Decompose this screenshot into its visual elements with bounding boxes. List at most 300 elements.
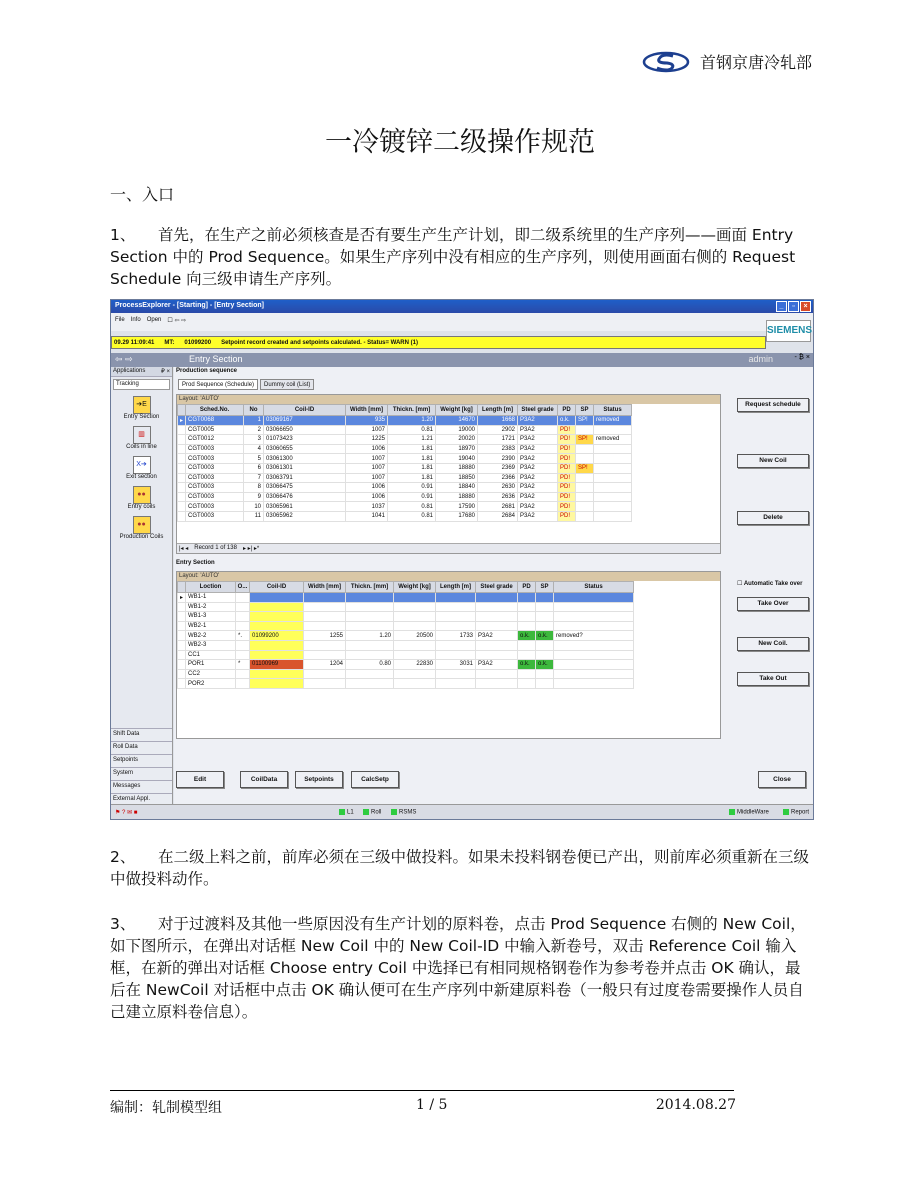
applications-panel — [111, 367, 173, 806]
table-cell: 03066650 — [264, 425, 346, 435]
table-cell: CGT0003 — [186, 492, 244, 502]
setpoints-tab[interactable]: Setpoints — [111, 754, 172, 767]
paragraph-number: 1、 — [110, 226, 136, 244]
table-cell — [346, 650, 394, 660]
coils-icon: ▥ — [133, 426, 151, 444]
table-cell: 18840 — [436, 483, 478, 493]
process-explorer-screenshot — [110, 299, 814, 820]
table-cell — [304, 621, 346, 631]
table-cell: 4 — [244, 444, 264, 454]
table-cell — [554, 621, 634, 631]
table-cell: 6 — [244, 463, 264, 473]
table-cell: 1007 — [346, 425, 388, 435]
table-cell: P3A2 — [518, 444, 558, 454]
table-cell: 7 — [244, 473, 264, 483]
table-cell — [576, 483, 594, 493]
table-cell — [236, 593, 250, 603]
column-header[interactable]: Steel grade — [518, 405, 558, 416]
table-cell: CGT0012 — [186, 435, 244, 445]
table-cell — [554, 593, 634, 603]
table-cell: 2 — [244, 425, 264, 435]
siemens-logo: SIEMENS — [766, 320, 811, 342]
column-header[interactable]: Length [m] — [478, 405, 518, 416]
paragraph-2 — [110, 846, 814, 890]
table-row[interactable] — [178, 612, 634, 622]
column-header[interactable]: Loction — [186, 582, 236, 593]
table-cell — [476, 679, 518, 689]
table-cell — [554, 640, 634, 650]
app-statusbar — [111, 804, 813, 819]
paragraph-1 — [110, 224, 814, 290]
paragraph-number: 3、 — [110, 915, 136, 933]
table-cell — [394, 612, 436, 622]
table-row[interactable] — [178, 679, 634, 689]
table-cell: PD! — [558, 463, 576, 473]
table-cell: PD! — [558, 502, 576, 512]
paragraph-text: 对于过渡料及其他一些原因没有生产计划的原料卷，点击 Prod Sequence 右侧的 New Coil，如下图所示，在弹出对话框 New Coil 中的 New Coil-ID 中输入新卷号，双击 Reference Coil 输入框，在新的弹出对话框 Choose entry Coil 中选择已有相同规格钢卷作为参考卷并点击 OK 确认，最后在 NewCoil 对话框中点击 OK 确认便可在生产序列中新建原料卷（一般只有过度卷需要操作人员自己建立原料卷信息）。 — [110, 915, 806, 1021]
table-row[interactable] — [178, 660, 634, 670]
table-cell — [436, 669, 476, 679]
column-header[interactable]: Coil-ID — [264, 405, 346, 416]
table-cell — [554, 650, 634, 660]
column-header[interactable]: Thickn. [mm] — [346, 582, 394, 593]
table-cell — [594, 511, 632, 521]
table-cell: 1.20 — [388, 416, 436, 426]
table-cell: 1006 — [346, 492, 388, 502]
table-cell: 01100969 — [250, 660, 304, 670]
table-row[interactable] — [178, 483, 632, 493]
table-cell: PD! — [558, 425, 576, 435]
table-cell — [594, 463, 632, 473]
prod-table — [177, 404, 632, 522]
entry-coils-icon: ●● — [133, 486, 151, 504]
status-icons[interactable]: ⚑ ? ✉ ■ — [115, 809, 138, 816]
entry-table — [177, 581, 634, 689]
close-icon[interactable]: × — [800, 301, 811, 312]
table-cell: 03060655 — [264, 444, 346, 454]
column-header[interactable]: Steel grade — [476, 582, 518, 593]
table-cell: PD! — [558, 483, 576, 493]
table-cell: SP! — [576, 416, 594, 426]
table-cell — [518, 593, 536, 603]
table-row[interactable] — [178, 463, 632, 473]
table-cell: 18880 — [436, 492, 478, 502]
table-cell: 01099200 — [250, 631, 304, 641]
table-row[interactable] — [178, 473, 632, 483]
table-row[interactable] — [178, 425, 632, 435]
column-header[interactable]: No — [244, 405, 264, 416]
column-header[interactable]: SP — [576, 405, 594, 416]
table-cell — [436, 621, 476, 631]
column-header[interactable]: Width [mm] — [346, 405, 388, 416]
led-icon — [339, 809, 345, 815]
column-header[interactable]: SP — [536, 582, 554, 593]
paragraph-text: 首先，在生产之前必须核查是否有要生产生产计划，即二级系统里的生产序列——画面 Entry Section 中的 Prod Sequence。如果生产序列中没有相应的生产序列，则使用画面右侧的 Request Schedule 向三级申请生产序列。 — [110, 226, 796, 288]
table-cell — [594, 473, 632, 483]
table-cell: 17590 — [436, 502, 478, 512]
table-cell — [536, 602, 554, 612]
tracking-tab[interactable]: Tracking — [113, 379, 170, 390]
table-cell: PD! — [558, 492, 576, 502]
close-button[interactable]: Close — [758, 771, 806, 788]
production-sequence-label: Production sequence — [176, 368, 238, 374]
led-icon — [783, 809, 789, 815]
request-schedule-button[interactable]: Request schedule — [737, 398, 809, 412]
table-cell — [576, 425, 594, 435]
table-cell: 2681 — [478, 502, 518, 512]
column-header[interactable]: Coil-ID — [250, 582, 304, 593]
prod-sequence-grid — [176, 394, 721, 554]
table-cell: WB1-2 — [186, 602, 236, 612]
table-row[interactable] — [178, 511, 632, 521]
message-bar — [111, 336, 766, 349]
external-appl-tab[interactable]: External Appl. — [111, 793, 172, 806]
entry-section-grid — [176, 571, 721, 739]
table-cell — [576, 502, 594, 512]
table-cell — [476, 650, 518, 660]
layout-label: Layout: 'AUTO' — [177, 572, 720, 581]
pager-arrows-icon[interactable]: |◂ ◂ — [179, 546, 189, 552]
table-cell — [236, 612, 250, 622]
table-cell — [394, 679, 436, 689]
take-out-button[interactable]: Take Out — [737, 672, 809, 686]
table-cell: WB1-3 — [186, 612, 236, 622]
page-header — [642, 50, 812, 73]
led-rsms: RSMS — [399, 809, 417, 816]
table-cell — [436, 640, 476, 650]
column-header[interactable]: Width [mm] — [304, 582, 346, 593]
table-cell: 1.81 — [388, 473, 436, 483]
nav-title: Entry Section — [189, 354, 243, 364]
table-cell: SP! — [576, 435, 594, 445]
auto-takeover-checkbox[interactable]: ☐ Automatic Take over — [737, 581, 803, 587]
column-header[interactable]: PD — [558, 405, 576, 416]
table-cell — [394, 640, 436, 650]
table-cell: o.k. — [518, 631, 536, 641]
menu-file[interactable]: File — [115, 317, 125, 323]
table-cell — [536, 621, 554, 631]
column-header[interactable]: Status — [554, 582, 634, 593]
delete-button[interactable]: Delete — [737, 511, 809, 525]
document-title: 一冷镀锌二级操作规范 — [325, 127, 595, 158]
item-label: Coils in line — [126, 444, 157, 450]
table-row[interactable]: ▸ WB1-1 — [178, 593, 634, 603]
status-message: Setpoint record created and setpoints calculated. - Status= WARN (1) — [221, 339, 418, 346]
paragraph-number: 2、 — [110, 848, 136, 866]
table-cell: o.k. — [536, 660, 554, 670]
table-cell: 3 — [244, 435, 264, 445]
table-cell: 5 — [244, 454, 264, 464]
table-cell: 18850 — [436, 473, 478, 483]
table-cell: PD! — [558, 444, 576, 454]
table-cell: WB1-1 — [186, 593, 236, 603]
table-row[interactable] — [178, 602, 634, 612]
table-cell: 1041 — [346, 511, 388, 521]
pager — [177, 543, 720, 553]
tab-dummy-coil[interactable]: Dummy coil (List) — [260, 379, 314, 390]
table-row[interactable] — [178, 444, 632, 454]
item-label: Entry coils — [127, 504, 156, 510]
table-row[interactable] — [178, 621, 634, 631]
table-cell: 14670 — [436, 416, 478, 426]
table-cell — [536, 650, 554, 660]
table-cell: 2383 — [478, 444, 518, 454]
table-cell: POR1 — [186, 660, 236, 670]
table-cell: CGT0003 — [186, 463, 244, 473]
table-row[interactable] — [178, 650, 634, 660]
table-cell — [476, 669, 518, 679]
column-header[interactable]: Weight [kg] — [436, 405, 478, 416]
table-cell: 20020 — [436, 435, 478, 445]
table-cell: CGT0003 — [186, 511, 244, 521]
table-cell — [576, 492, 594, 502]
table-cell: 0.81 — [388, 425, 436, 435]
table-cell — [476, 593, 518, 603]
minimize-icon[interactable]: _ — [776, 301, 787, 312]
table-cell: CGT0003 — [186, 502, 244, 512]
table-cell: 1007 — [346, 473, 388, 483]
table-row[interactable] — [178, 631, 634, 641]
table-cell — [518, 650, 536, 660]
table-row[interactable] — [178, 502, 632, 512]
nav-window-controls[interactable]: - ₿ × — [794, 354, 810, 361]
column-header[interactable]: Sched.No. — [186, 405, 244, 416]
table-cell: 1721 — [478, 435, 518, 445]
column-header[interactable]: Status — [594, 405, 632, 416]
table-cell — [250, 602, 304, 612]
table-cell: 1225 — [346, 435, 388, 445]
column-header[interactable]: PD — [518, 582, 536, 593]
table-cell — [554, 660, 634, 670]
nav-user: admin — [748, 354, 773, 364]
footer-date: 2014.08.27 — [655, 1097, 736, 1113]
table-cell — [536, 669, 554, 679]
table-cell: 03061301 — [264, 463, 346, 473]
coils-in-line-link[interactable] — [111, 426, 172, 450]
table-cell — [436, 612, 476, 622]
table-cell: 20500 — [394, 631, 436, 641]
column-header[interactable]: Weight [kg] — [394, 582, 436, 593]
table-cell: 18970 — [436, 444, 478, 454]
table-row[interactable] — [178, 435, 632, 445]
table-cell: o.k. — [558, 416, 576, 426]
footer-rule — [110, 1090, 734, 1091]
auto-takeover-label: Automatic Take over — [743, 581, 803, 587]
table-cell: 03066475 — [264, 483, 346, 493]
calcsetp-button[interactable]: CalcSetp — [351, 771, 399, 788]
table-cell: P3A2 — [518, 473, 558, 483]
nav-bar — [111, 353, 813, 367]
table-cell: 2390 — [478, 454, 518, 464]
status-mt: MT: — [164, 339, 175, 346]
led-icon — [363, 809, 369, 815]
table-cell — [594, 483, 632, 493]
table-cell — [594, 492, 632, 502]
table-cell — [236, 650, 250, 660]
status-coil: 01099200 — [184, 339, 212, 346]
window-title: ProcessExplorer - [Starting] - [Entry Section] — [115, 302, 264, 309]
exit-icon: X➔ — [133, 456, 151, 474]
table-cell: 8 — [244, 483, 264, 493]
table-cell: 1037 — [346, 502, 388, 512]
table-cell: CGT0003 — [186, 454, 244, 464]
table-cell — [536, 679, 554, 689]
panel-head: Applications — [113, 368, 146, 374]
table-cell: o.k. — [536, 631, 554, 641]
table-cell: 935 — [346, 416, 388, 426]
shift-data-tab[interactable]: Shift Data — [111, 728, 172, 741]
coildata-button[interactable]: CoilData — [240, 771, 288, 788]
menu-info[interactable]: Info — [130, 317, 141, 323]
toolbar-icon[interactable]: ☐ ⇦ ⇨ — [167, 318, 187, 324]
table-cell: 2902 — [478, 425, 518, 435]
footer-author: 编制：轧制模型组 — [110, 1100, 222, 1116]
table-cell — [250, 679, 304, 689]
nav-arrows-icon[interactable]: ⇦ ⇨ — [115, 354, 133, 364]
table-cell — [304, 593, 346, 603]
table-cell — [554, 602, 634, 612]
table-cell: PD! — [558, 454, 576, 464]
table-cell — [594, 454, 632, 464]
table-cell: 3031 — [436, 660, 476, 670]
table-cell: removed — [594, 416, 632, 426]
table-cell: 1.81 — [388, 454, 436, 464]
system-tab[interactable]: System — [111, 767, 172, 780]
table-cell: WB2-3 — [186, 640, 236, 650]
table-cell: 1255 — [304, 631, 346, 641]
table-cell: P3A2 — [518, 511, 558, 521]
table-cell: 2369 — [478, 463, 518, 473]
menu-open[interactable]: Open — [146, 317, 162, 323]
table-cell — [554, 612, 634, 622]
table-cell: * — [236, 660, 250, 670]
table-cell — [576, 511, 594, 521]
table-cell: 1006 — [346, 483, 388, 493]
table-cell: P3A2 — [518, 483, 558, 493]
table-cell: CGT0005 — [186, 425, 244, 435]
table-cell: 2366 — [478, 473, 518, 483]
entry-coils-link[interactable] — [111, 486, 172, 510]
table-cell: P3A2 — [518, 425, 558, 435]
table-cell — [346, 679, 394, 689]
column-header[interactable]: Length [m] — [436, 582, 476, 593]
entry-section-link[interactable] — [111, 396, 172, 420]
table-cell — [594, 444, 632, 454]
table-cell: P3A2 — [518, 492, 558, 502]
table-cell — [576, 444, 594, 454]
table-cell: removed — [594, 435, 632, 445]
table-cell — [536, 640, 554, 650]
table-cell — [346, 669, 394, 679]
table-row[interactable] — [178, 669, 634, 679]
table-cell — [346, 602, 394, 612]
table-row[interactable] — [178, 640, 634, 650]
table-row[interactable]: ▸ CGT0068 1 03069167 935 1.20 14670 1668 P3A2 o.k. SP! removed — [178, 416, 632, 426]
entry-section-label: Entry Section — [176, 560, 215, 566]
item-label: Entry Section — [123, 414, 160, 420]
production-coils-icon: ●● — [133, 516, 151, 534]
table-cell: CGT0003 — [186, 483, 244, 493]
table-cell: PD! — [558, 511, 576, 521]
table-cell: 0.91 — [388, 492, 436, 502]
restore-icon[interactable]: ▫ — [788, 301, 799, 312]
table-cell: 03066476 — [264, 492, 346, 502]
pager-next-icon[interactable]: ▸ ▸| ▸* — [242, 546, 260, 552]
new-coil-entry-button[interactable]: New Coil. — [737, 637, 809, 651]
table-cell — [394, 650, 436, 660]
table-cell — [346, 621, 394, 631]
table-row[interactable] — [178, 492, 632, 502]
table-cell — [518, 602, 536, 612]
table-cell: SP! — [576, 463, 594, 473]
table-cell: P3A2 — [518, 435, 558, 445]
table-cell: 17680 — [436, 511, 478, 521]
table-cell: 1.81 — [388, 444, 436, 454]
column-header[interactable]: O... — [236, 582, 250, 593]
led-icon — [391, 809, 397, 815]
table-cell — [346, 612, 394, 622]
section-heading: 一、入口 — [110, 185, 175, 204]
production-coils-link[interactable] — [111, 516, 172, 540]
app-titlebar — [111, 300, 813, 313]
setpoints-button[interactable]: Setpoints — [295, 771, 343, 788]
table-row[interactable] — [178, 454, 632, 464]
table-cell: 03063791 — [264, 473, 346, 483]
table-cell: 1007 — [346, 454, 388, 464]
table-cell — [346, 593, 394, 603]
table-cell — [394, 621, 436, 631]
table-cell — [304, 602, 346, 612]
table-cell: CGT0003 — [186, 473, 244, 483]
tab-prod-sequence[interactable]: Prod Sequence (Schedule) — [178, 379, 258, 390]
table-cell: 1733 — [436, 631, 476, 641]
table-cell: 1.21 — [388, 435, 436, 445]
table-cell — [250, 593, 304, 603]
table-cell — [250, 612, 304, 622]
page-number: 1 / 5 — [416, 1097, 448, 1113]
main-area — [174, 367, 814, 806]
table-cell: CGT0003 — [186, 444, 244, 454]
column-header[interactable]: Thickn. [mm] — [388, 405, 436, 416]
table-cell: PD! — [558, 473, 576, 483]
table-cell — [536, 612, 554, 622]
table-cell: 03065962 — [264, 511, 346, 521]
take-over-button[interactable]: Take Over — [737, 597, 809, 611]
pin-icon[interactable]: ₽ × — [161, 369, 170, 375]
paragraph-text: 在二级上料之前，前库必须在三级中做投料。如果未投料钢卷便已产出，则前库必须重新在三级中做投料动作。 — [110, 848, 810, 888]
table-cell: 1006 — [346, 444, 388, 454]
table-cell — [476, 602, 518, 612]
led-icon — [729, 809, 735, 815]
company-name: 首钢京唐冷轧部 — [699, 53, 812, 72]
new-coil-button[interactable]: New Coil — [737, 454, 809, 468]
led-l1: L1 — [347, 809, 354, 816]
messages-tab[interactable]: Messages — [111, 780, 172, 793]
table-cell — [304, 612, 346, 622]
layout-label: Layout: 'AUTO' — [177, 395, 720, 404]
table-cell: WB2-1 — [186, 621, 236, 631]
table-cell: CC2 — [186, 669, 236, 679]
roll-data-tab[interactable]: Roll Data — [111, 741, 172, 754]
table-cell: 0.80 — [346, 660, 394, 670]
table-cell: P3A2 — [518, 463, 558, 473]
edit-button[interactable]: Edit — [176, 771, 224, 788]
table-cell — [594, 502, 632, 512]
table-cell — [346, 640, 394, 650]
exit-section-link[interactable] — [111, 456, 172, 480]
table-cell: P3A2 — [518, 416, 558, 426]
table-cell: 2684 — [478, 511, 518, 521]
